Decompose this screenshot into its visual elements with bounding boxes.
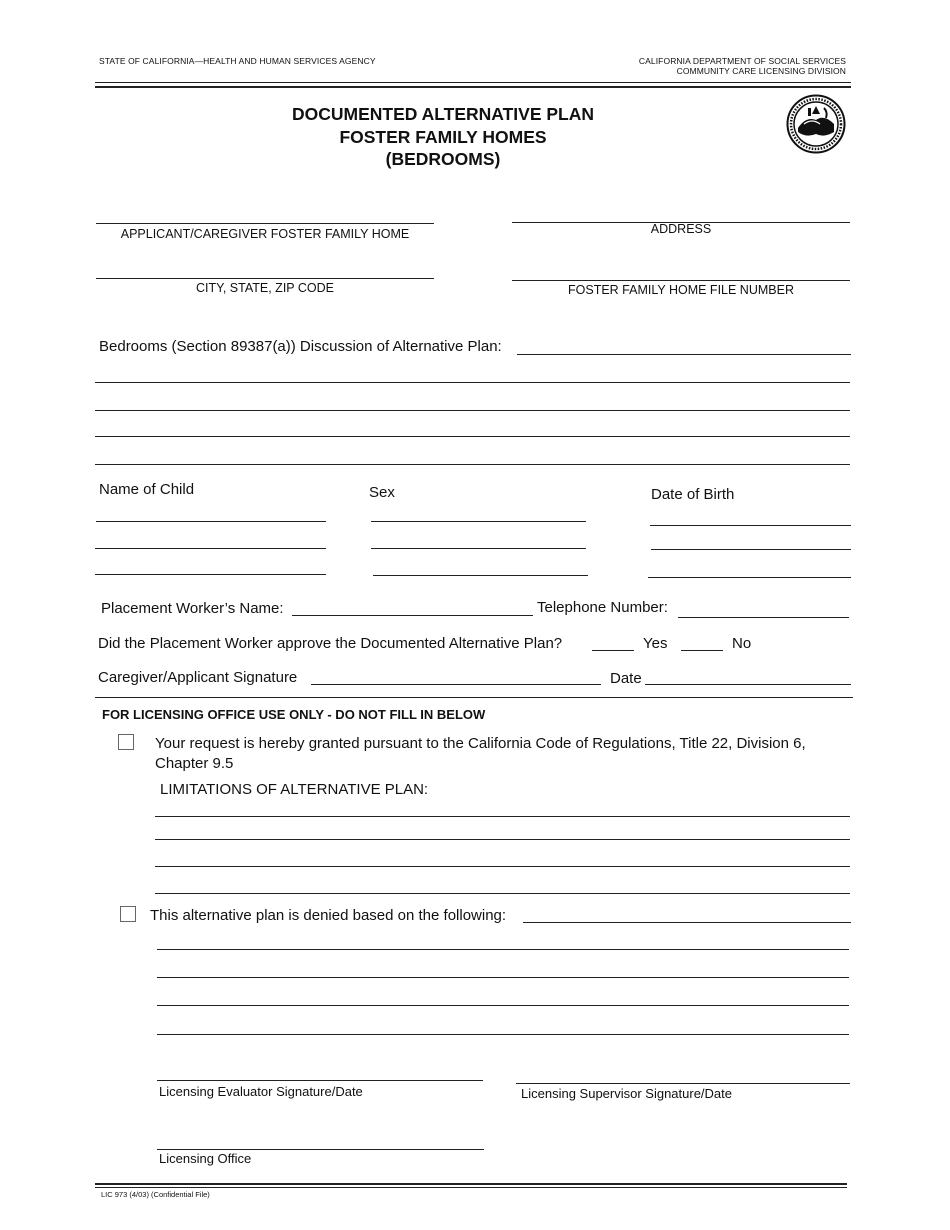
child-dob-line-2[interactable] — [651, 549, 851, 550]
denied-line-4[interactable] — [157, 1005, 849, 1006]
supervisor-signature-label: Licensing Supervisor Signature/Date — [521, 1086, 733, 1101]
caregiver-signature-label: Caregiver/Applicant Signature — [98, 669, 298, 686]
form-id: LIC 973 (4/03) (Confidential File) — [101, 1190, 210, 1199]
footer-rule-top — [95, 1183, 847, 1185]
department-name: CALIFORNIA DEPARTMENT OF SOCIAL SERVICES — [638, 56, 846, 66]
approval-question: Did the Placement Worker approve the Documented Alternative Plan? — [98, 635, 563, 652]
applicant-label: APPLICANT/CAREGIVER FOSTER FAMILY HOME — [120, 227, 410, 241]
footer-rule-bottom — [95, 1187, 847, 1188]
child-name-line-2[interactable] — [95, 548, 326, 549]
denied-line-1[interactable] — [523, 922, 851, 923]
denied-label: This alternative plan is denied based on the following: — [150, 907, 507, 924]
licensing-office-field[interactable] — [157, 1149, 484, 1150]
child-sex-line-3[interactable] — [373, 575, 588, 576]
discussion-line-5[interactable] — [95, 464, 850, 465]
discussion-label: Bedrooms (Section 89387(a)) Discussion of Alternative Plan: — [99, 338, 502, 355]
limitations-line-4[interactable] — [155, 893, 850, 894]
approval-no-blank[interactable] — [681, 650, 723, 651]
child-name-line-1[interactable] — [96, 521, 326, 522]
division-name: COMMUNITY CARE LICENSING DIVISION — [676, 66, 846, 76]
discussion-line-3[interactable] — [95, 410, 850, 411]
file-number-label: FOSTER FAMILY HOME FILE NUMBER — [568, 283, 794, 297]
office-use-heading: FOR LICENSING OFFICE USE ONLY - DO NOT FILL IN BELOW — [102, 707, 486, 722]
placement-worker-label: Placement Worker’s Name: — [101, 600, 284, 617]
telephone-field[interactable] — [678, 617, 849, 618]
form-title-line1: DOCUMENTED ALTERNATIVE PLAN — [291, 104, 595, 124]
city-field-line[interactable] — [96, 278, 434, 279]
form-title-line3: (BEDROOMS) — [385, 149, 501, 169]
address-label: ADDRESS — [650, 222, 712, 236]
child-dob-line-3[interactable] — [648, 577, 851, 578]
denied-checkbox[interactable] — [120, 906, 136, 922]
city-label: CITY, STATE, ZIP CODE — [196, 281, 334, 295]
discussion-line-2[interactable] — [95, 382, 850, 383]
granted-text-line1: Your request is hereby granted pursuant to the California Code of Regulations, Title 22, Division 6, — [155, 735, 806, 752]
section-divider — [95, 697, 853, 698]
header-rule-bottom — [95, 86, 851, 88]
signature-date-label: Date — [610, 670, 642, 687]
licensing-office-label: Licensing Office — [159, 1151, 252, 1166]
form-title-line2: FOSTER FAMILY HOMES — [339, 127, 547, 147]
denied-line-3[interactable] — [157, 977, 849, 978]
approval-yes-blank[interactable] — [592, 650, 634, 651]
limitations-line-1[interactable] — [155, 816, 850, 817]
file-number-field-line[interactable] — [512, 280, 850, 281]
child-dob-line-1[interactable] — [650, 525, 851, 526]
denied-line-5[interactable] — [157, 1034, 849, 1035]
limitations-label: LIMITATIONS OF ALTERNATIVE PLAN: — [160, 781, 429, 798]
child-name-line-3[interactable] — [95, 574, 326, 575]
signature-date-field[interactable] — [645, 684, 851, 685]
header-rule-top — [95, 82, 851, 83]
discussion-line-1[interactable] — [517, 354, 851, 355]
evaluator-signature-label: Licensing Evaluator Signature/Date — [159, 1084, 363, 1099]
caregiver-signature-field[interactable] — [311, 684, 601, 685]
granted-checkbox[interactable] — [118, 734, 134, 750]
denied-line-2[interactable] — [157, 949, 849, 950]
child-dob-header: Date of Birth — [651, 486, 735, 503]
placement-worker-field[interactable] — [292, 615, 533, 616]
telephone-label: Telephone Number: — [537, 599, 668, 616]
limitations-line-2[interactable] — [155, 839, 850, 840]
supervisor-signature-field[interactable] — [516, 1083, 850, 1084]
granted-text-line2: Chapter 9.5 — [155, 755, 234, 772]
child-sex-header: Sex — [369, 484, 395, 501]
approval-no-label: No — [732, 635, 752, 652]
applicant-field-line[interactable] — [96, 223, 434, 224]
discussion-line-4[interactable] — [95, 436, 850, 437]
evaluator-signature-field[interactable] — [157, 1080, 483, 1081]
child-sex-line-1[interactable] — [371, 521, 586, 522]
state-seal-icon — [786, 94, 846, 154]
child-name-header: Name of Child — [99, 481, 195, 498]
limitations-line-3[interactable] — [155, 866, 850, 867]
child-sex-line-2[interactable] — [371, 548, 586, 549]
approval-yes-label: Yes — [643, 635, 668, 652]
agency-name: STATE OF CALIFORNIA—HEALTH AND HUMAN SERVICES AGENCY — [99, 56, 376, 66]
